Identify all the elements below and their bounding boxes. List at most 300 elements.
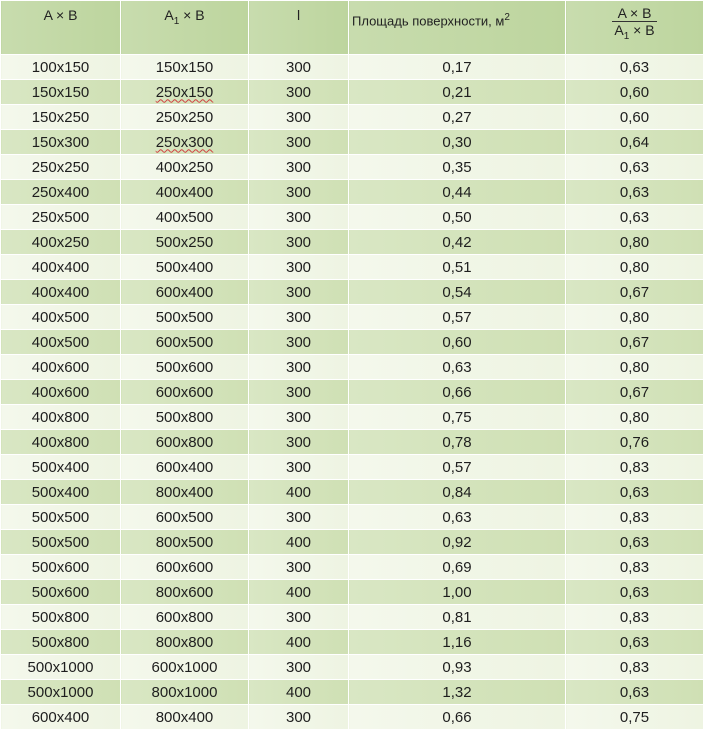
cell-ab — [1, 405, 121, 430]
header-a1b-prefix: A — [164, 7, 173, 23]
cell-ab — [1, 305, 121, 330]
header-a1b — [121, 1, 249, 55]
cell-length — [249, 505, 349, 530]
header-area-superscript: 2 — [504, 12, 510, 23]
cell-a1b — [121, 180, 249, 205]
cell-ab — [1, 530, 121, 555]
cell-length-value: 300 — [286, 284, 311, 301]
cell-a1b — [121, 405, 249, 430]
table-row — [1, 580, 703, 605]
cell-length-value: 300 — [286, 384, 311, 401]
cell-area — [349, 430, 566, 455]
cell-area-value: 0,51 — [442, 259, 471, 276]
cell-length-value: 300 — [286, 109, 311, 126]
header-a1b-suffix: × B — [179, 7, 204, 23]
cell-ratio — [566, 505, 703, 530]
cell-ratio-value: 0,63 — [620, 534, 649, 551]
cell-length — [249, 580, 349, 605]
cell-ratio — [566, 605, 703, 630]
cell-a1b-value: 400x500 — [156, 209, 214, 226]
cell-area — [349, 355, 566, 380]
cell-area — [349, 480, 566, 505]
cell-a1b-value: 250x250 — [156, 109, 214, 126]
cell-a1b-value: 250x150 — [156, 84, 214, 101]
cell-length — [249, 405, 349, 430]
cell-area — [349, 605, 566, 630]
cell-ab-value: 150x250 — [32, 109, 90, 126]
cell-a1b-value: 600x600 — [156, 559, 214, 576]
cell-ab-value: 150x150 — [32, 84, 90, 101]
cell-ratio — [566, 455, 703, 480]
cell-area — [349, 180, 566, 205]
cell-area-value: 0,44 — [442, 184, 471, 201]
cell-area-value: 0,75 — [442, 409, 471, 426]
cell-area-value: 0,17 — [442, 59, 471, 76]
table-row — [1, 605, 703, 630]
cell-length — [249, 330, 349, 355]
cell-a1b-value: 500x600 — [156, 359, 214, 376]
cell-ratio-value: 0,67 — [620, 384, 649, 401]
cell-ab — [1, 155, 121, 180]
cell-ab — [1, 505, 121, 530]
cell-ab — [1, 330, 121, 355]
cell-ratio — [566, 655, 703, 680]
cell-a1b — [121, 205, 249, 230]
cell-ab — [1, 180, 121, 205]
cell-ratio-value: 0,83 — [620, 609, 649, 626]
ratio-numerator: A × B — [612, 5, 656, 22]
cell-length — [249, 380, 349, 405]
cell-area-value: 0,92 — [442, 534, 471, 551]
cell-length-value: 300 — [286, 134, 311, 151]
cell-area — [349, 530, 566, 555]
cell-length — [249, 455, 349, 480]
cell-ab-value: 500x400 — [32, 459, 90, 476]
cell-ab-value: 400x500 — [32, 334, 90, 351]
cell-a1b-value: 800x500 — [156, 534, 214, 551]
cell-area-value: 1,00 — [442, 584, 471, 601]
cell-a1b-value: 600x800 — [156, 434, 214, 451]
cell-length-value: 300 — [286, 659, 311, 676]
cell-length-value: 300 — [286, 609, 311, 626]
table-row — [1, 55, 703, 80]
cell-ratio-value: 0,67 — [620, 284, 649, 301]
cell-ratio-value: 0,83 — [620, 459, 649, 476]
cell-ab-value: 500x400 — [32, 484, 90, 501]
cell-ratio-value: 0,80 — [620, 409, 649, 426]
cell-ratio — [566, 430, 703, 455]
cell-ratio-value: 0,63 — [620, 584, 649, 601]
header-ab — [1, 1, 121, 55]
cell-ratio — [566, 205, 703, 230]
cell-ratio — [566, 355, 703, 380]
cell-length — [249, 355, 349, 380]
cell-length — [249, 155, 349, 180]
cell-a1b — [121, 655, 249, 680]
cell-ratio — [566, 105, 703, 130]
cell-ratio-value: 0,60 — [620, 84, 649, 101]
cell-length — [249, 655, 349, 680]
cell-ratio-value: 0,63 — [620, 684, 649, 701]
table-row — [1, 180, 703, 205]
cell-area-value: 0,35 — [442, 159, 471, 176]
table-row — [1, 155, 703, 180]
cell-ratio — [566, 705, 703, 730]
table-row — [1, 305, 703, 330]
cell-area-value: 0,66 — [442, 709, 471, 726]
cell-ab — [1, 605, 121, 630]
cell-ab-value: 500x600 — [32, 584, 90, 601]
cell-ab — [1, 355, 121, 380]
cell-area-value: 0,57 — [442, 459, 471, 476]
cell-area — [349, 255, 566, 280]
cell-length — [249, 105, 349, 130]
header-length — [249, 1, 349, 55]
cell-area — [349, 80, 566, 105]
cell-area-value: 0,93 — [442, 659, 471, 676]
cell-area-value: 1,32 — [442, 684, 471, 701]
cell-ab-value: 400x400 — [32, 259, 90, 276]
table-row — [1, 255, 703, 280]
cell-area-value: 0,21 — [442, 84, 471, 101]
cell-area — [349, 205, 566, 230]
table-row — [1, 505, 703, 530]
cell-a1b-value: 600x500 — [156, 334, 214, 351]
cell-length-value: 300 — [286, 159, 311, 176]
cell-ab — [1, 705, 121, 730]
cell-ab-value: 500x500 — [32, 509, 90, 526]
cell-length-value: 300 — [286, 209, 311, 226]
cell-a1b-value: 800x400 — [156, 484, 214, 501]
cell-a1b — [121, 430, 249, 455]
header-row — [1, 1, 703, 55]
cell-a1b — [121, 130, 249, 155]
cell-ratio — [566, 230, 703, 255]
cell-ab-value: 500x500 — [32, 534, 90, 551]
cell-length — [249, 530, 349, 555]
cell-ab-value: 500x600 — [32, 559, 90, 576]
cell-a1b-value: 600x800 — [156, 609, 214, 626]
cell-length-value: 300 — [286, 334, 311, 351]
cell-ab-value: 400x250 — [32, 234, 90, 251]
cell-ab-value: 250x250 — [32, 159, 90, 176]
cell-ratio — [566, 555, 703, 580]
table-row — [1, 480, 703, 505]
cell-ab — [1, 130, 121, 155]
cell-ratio — [566, 480, 703, 505]
cell-a1b — [121, 105, 249, 130]
cell-ab — [1, 480, 121, 505]
cell-length — [249, 130, 349, 155]
cell-area-value: 0,42 — [442, 234, 471, 251]
cell-length — [249, 680, 349, 705]
cell-ratio-value: 0,80 — [620, 309, 649, 326]
cell-area-value: 1,16 — [442, 634, 471, 651]
ratio-den-subscript: 1 — [624, 31, 630, 42]
cell-area-value: 0,57 — [442, 309, 471, 326]
cell-length-value: 300 — [286, 409, 311, 426]
cell-a1b — [121, 680, 249, 705]
cell-area — [349, 380, 566, 405]
cell-length-value: 300 — [286, 434, 311, 451]
cell-area-value: 0,63 — [442, 359, 471, 376]
cell-a1b — [121, 530, 249, 555]
cell-ratio — [566, 380, 703, 405]
table-row — [1, 530, 703, 555]
cell-a1b — [121, 555, 249, 580]
cell-a1b-value: 150x150 — [156, 59, 214, 76]
table-row — [1, 105, 703, 130]
cell-length-value: 300 — [286, 309, 311, 326]
cell-length — [249, 430, 349, 455]
cell-a1b — [121, 230, 249, 255]
cell-ab — [1, 430, 121, 455]
cell-ratio — [566, 130, 703, 155]
cell-ab-value: 400x600 — [32, 384, 90, 401]
cell-ratio — [566, 305, 703, 330]
cell-length-value: 300 — [286, 359, 311, 376]
cell-length — [249, 180, 349, 205]
table-row — [1, 355, 703, 380]
cell-ratio-value: 0,76 — [620, 434, 649, 451]
header-area — [349, 1, 566, 55]
cell-ratio — [566, 180, 703, 205]
cell-a1b-value: 800x800 — [156, 634, 214, 651]
cell-length-value: 400 — [286, 634, 311, 651]
cell-ratio-value: 0,75 — [620, 709, 649, 726]
cell-area — [349, 705, 566, 730]
cell-ab-value: 600x400 — [32, 709, 90, 726]
cell-ratio — [566, 530, 703, 555]
cell-length-value: 400 — [286, 684, 311, 701]
cell-length-value: 400 — [286, 534, 311, 551]
cell-a1b — [121, 480, 249, 505]
cell-ratio — [566, 80, 703, 105]
cell-ab — [1, 55, 121, 80]
cell-length — [249, 230, 349, 255]
table-row — [1, 280, 703, 305]
cell-ab — [1, 380, 121, 405]
table-row — [1, 555, 703, 580]
cell-length-value: 300 — [286, 709, 311, 726]
cell-a1b-value: 600x600 — [156, 384, 214, 401]
cell-ratio-value: 0,63 — [620, 209, 649, 226]
table-row — [1, 130, 703, 155]
cell-length — [249, 80, 349, 105]
cell-area — [349, 230, 566, 255]
cell-a1b-value: 500x400 — [156, 259, 214, 276]
cell-ab-value: 150x300 — [32, 134, 90, 151]
cell-ratio-value: 0,64 — [620, 134, 649, 151]
cell-ab-value: 400x800 — [32, 434, 90, 451]
table-row — [1, 80, 703, 105]
cell-ratio — [566, 155, 703, 180]
cell-area-value: 0,60 — [442, 334, 471, 351]
cell-ab — [1, 680, 121, 705]
table-row — [1, 455, 703, 480]
cell-area — [349, 455, 566, 480]
cell-ratio-value: 0,83 — [620, 509, 649, 526]
cell-a1b-value: 500x250 — [156, 234, 214, 251]
cell-area-value: 0,81 — [442, 609, 471, 626]
cell-length-value: 300 — [286, 234, 311, 251]
cell-area — [349, 330, 566, 355]
header-ab-label: A × B — [44, 7, 78, 23]
cell-ab — [1, 630, 121, 655]
cell-a1b-value: 800x600 — [156, 584, 214, 601]
table-header — [1, 1, 703, 55]
cell-area-value: 0,84 — [442, 484, 471, 501]
ratio-fraction — [612, 5, 656, 45]
cell-ratio-value: 0,83 — [620, 659, 649, 676]
cell-ab — [1, 255, 121, 280]
cell-a1b — [121, 305, 249, 330]
cell-length — [249, 630, 349, 655]
cell-area-value: 0,27 — [442, 109, 471, 126]
cell-a1b-value: 600x400 — [156, 284, 214, 301]
cell-area-value: 0,66 — [442, 384, 471, 401]
cell-a1b-value: 500x500 — [156, 309, 214, 326]
cell-a1b — [121, 155, 249, 180]
table-row — [1, 680, 703, 705]
cell-ab-value: 500x1000 — [28, 659, 94, 676]
cell-a1b — [121, 80, 249, 105]
cell-ab-value: 500x800 — [32, 609, 90, 626]
cell-length — [249, 305, 349, 330]
table-row — [1, 705, 703, 730]
cell-area — [349, 405, 566, 430]
cell-area — [349, 505, 566, 530]
cell-ratio — [566, 630, 703, 655]
cell-a1b — [121, 630, 249, 655]
cell-a1b-value: 800x1000 — [152, 684, 218, 701]
cell-ratio — [566, 580, 703, 605]
cell-a1b — [121, 280, 249, 305]
cell-ab — [1, 280, 121, 305]
cell-length-value: 300 — [286, 559, 311, 576]
ratio-den-suffix: × B — [629, 22, 654, 38]
cell-length — [249, 205, 349, 230]
cell-ratio-value: 0,80 — [620, 359, 649, 376]
cell-length-value: 400 — [286, 584, 311, 601]
cell-ratio — [566, 55, 703, 80]
cell-ab-value: 500x1000 — [28, 684, 94, 701]
cell-area — [349, 655, 566, 680]
cell-length-value: 400 — [286, 484, 311, 501]
cell-area — [349, 280, 566, 305]
cell-area — [349, 155, 566, 180]
cell-area — [349, 555, 566, 580]
cell-ratio-value: 0,63 — [620, 184, 649, 201]
cell-length — [249, 255, 349, 280]
cell-area — [349, 680, 566, 705]
cell-a1b-value: 600x500 — [156, 509, 214, 526]
cell-ab — [1, 655, 121, 680]
cell-ab-value: 400x400 — [32, 284, 90, 301]
cell-length-value: 300 — [286, 259, 311, 276]
cell-length — [249, 280, 349, 305]
cell-a1b-value: 400x250 — [156, 159, 214, 176]
header-ratio — [566, 1, 703, 55]
cell-length — [249, 555, 349, 580]
cell-length-value: 300 — [286, 84, 311, 101]
cell-ratio-value: 0,60 — [620, 109, 649, 126]
cell-a1b — [121, 55, 249, 80]
cell-area — [349, 580, 566, 605]
table-body — [1, 55, 703, 730]
cell-ab-value: 250x400 — [32, 184, 90, 201]
cell-area — [349, 630, 566, 655]
cell-length-value: 300 — [286, 459, 311, 476]
cell-length — [249, 705, 349, 730]
ratio-den-prefix: A — [614, 22, 623, 38]
table-row — [1, 380, 703, 405]
cell-a1b — [121, 355, 249, 380]
header-a1b-subscript: 1 — [174, 16, 180, 27]
cell-ratio — [566, 680, 703, 705]
cell-a1b — [121, 505, 249, 530]
cell-area-value: 0,50 — [442, 209, 471, 226]
cell-area — [349, 105, 566, 130]
cell-area — [349, 305, 566, 330]
cell-a1b — [121, 255, 249, 280]
cell-ab-value: 400x500 — [32, 309, 90, 326]
cell-a1b — [121, 330, 249, 355]
cell-a1b-value: 600x1000 — [152, 659, 218, 676]
cell-area-value: 0,30 — [442, 134, 471, 151]
cell-length — [249, 480, 349, 505]
cell-a1b-value: 600x400 — [156, 459, 214, 476]
cell-ab — [1, 580, 121, 605]
cell-ratio-value: 0,63 — [620, 159, 649, 176]
cell-a1b-value: 800x400 — [156, 709, 214, 726]
cell-ratio-value: 0,63 — [620, 484, 649, 501]
cell-ab — [1, 205, 121, 230]
cell-length-value: 300 — [286, 59, 311, 76]
table-row — [1, 330, 703, 355]
cell-length — [249, 55, 349, 80]
cell-area-value: 0,54 — [442, 284, 471, 301]
cell-ab-value: 400x800 — [32, 409, 90, 426]
cell-ratio-value: 0,63 — [620, 634, 649, 651]
cell-ratio-value: 0,67 — [620, 334, 649, 351]
cell-ab-value: 100x150 — [32, 59, 90, 76]
table-row — [1, 405, 703, 430]
cell-a1b — [121, 705, 249, 730]
table-row — [1, 630, 703, 655]
cell-ratio — [566, 330, 703, 355]
cell-ratio-value: 0,80 — [620, 259, 649, 276]
cell-ratio — [566, 255, 703, 280]
table-row — [1, 655, 703, 680]
cell-ab — [1, 80, 121, 105]
ratio-denominator — [612, 22, 656, 45]
table-row — [1, 230, 703, 255]
header-length-label: l — [297, 7, 300, 23]
cell-area — [349, 55, 566, 80]
cell-area-value: 0,69 — [442, 559, 471, 576]
cell-a1b-value: 250x300 — [156, 134, 214, 151]
cell-ab — [1, 455, 121, 480]
cell-area-value: 0,78 — [442, 434, 471, 451]
cell-a1b-value: 500x800 — [156, 409, 214, 426]
cell-ratio-value: 0,83 — [620, 559, 649, 576]
cell-ab — [1, 555, 121, 580]
cell-ab-value: 250x500 — [32, 209, 90, 226]
cell-a1b — [121, 605, 249, 630]
cell-length-value: 300 — [286, 184, 311, 201]
cell-length — [249, 605, 349, 630]
